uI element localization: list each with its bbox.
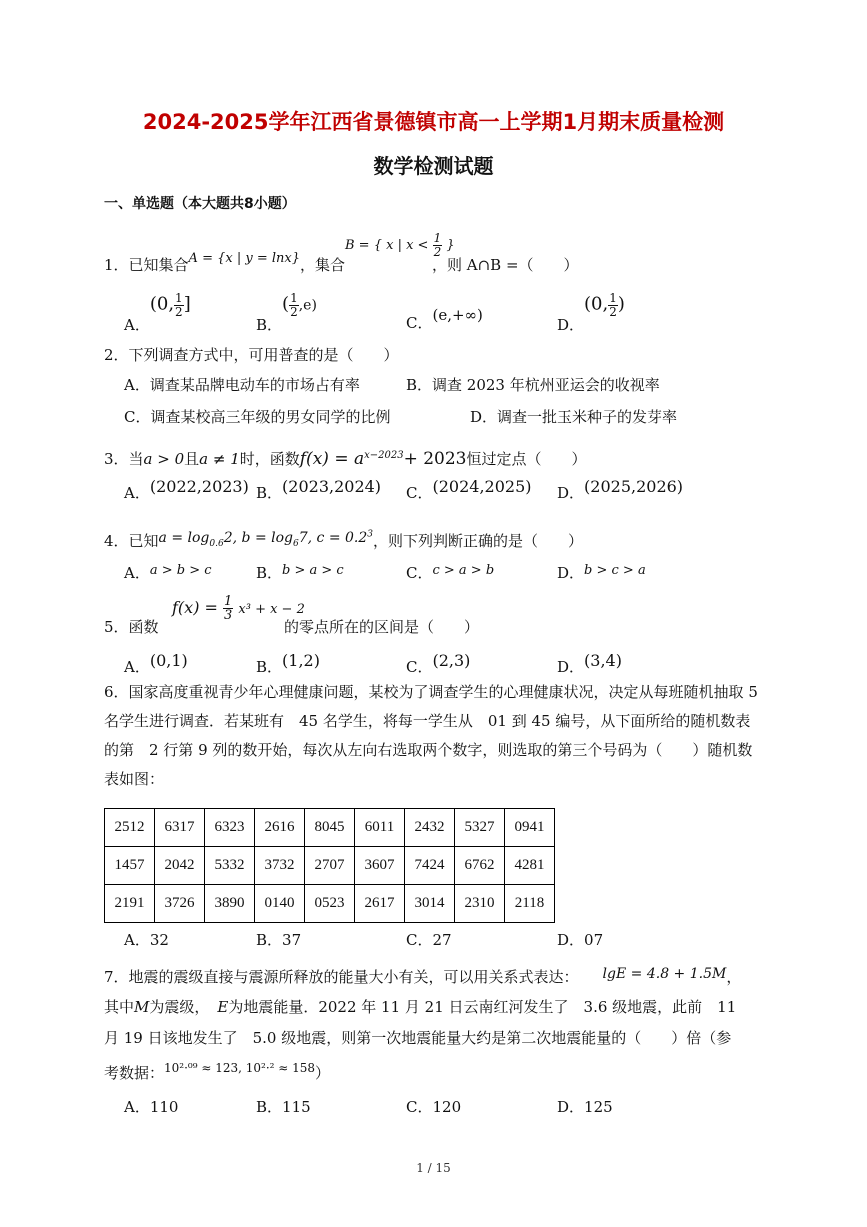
- table-row: [105, 847, 555, 885]
- table-cell: 3607: [355, 847, 405, 885]
- table-cell: 5332: [205, 847, 255, 885]
- question-7-line-1: 7．地震的震级直接与震源所释放的能量大小有关，可以用关系式表达： lgE = 4.8 + 1.5M，: [104, 966, 742, 986]
- table-cell: 6317: [155, 809, 205, 847]
- question-3-option-d: D．(2025,2026): [557, 477, 684, 502]
- question-7-option-d: D．125: [557, 1098, 613, 1116]
- table-cell: 3014: [405, 885, 455, 923]
- question-1-option-d: D．(0, $\frac{1}{2}$ ): [557, 291, 625, 334]
- table-cell: 4281: [505, 847, 555, 885]
- table-cell: 2616: [255, 809, 305, 847]
- table-cell: 8045: [305, 809, 355, 847]
- question-5-option-b: B．(1,2): [256, 651, 320, 676]
- section-heading: 一、单选题（本大题共8小题）: [104, 196, 296, 212]
- table-cell: 6762: [455, 847, 505, 885]
- question-5-function: f(x) = $\frac{1}{3}$ x³ + x − 2: [172, 594, 305, 623]
- question-2-stem: 2．下列调查方式中，可用普查的是（ ）: [104, 346, 399, 364]
- document-subtitle: 数学检测试题: [373, 154, 494, 178]
- question-2-option-c: C．调查某校高三年级的男女同学的比例: [124, 408, 391, 426]
- table-cell: 1457: [105, 847, 155, 885]
- table-cell: 2118: [505, 885, 555, 923]
- table-cell: 0523: [305, 885, 355, 923]
- question-6-option-c: C．27: [406, 931, 452, 949]
- question-7-option-a: A．110: [124, 1098, 179, 1116]
- question-7-line-3: 月 19 日该地发生了 5.0 级地震，则第一次地震能量大约是第二次地震能量的（ ）倍（参: [104, 1029, 732, 1047]
- question-4-option-d: D．b > c > a: [557, 563, 646, 582]
- question-5-tail: 的零点所在的区间是（ ）: [284, 618, 480, 636]
- question-6-option-b: B．37: [256, 931, 302, 949]
- question-2-option-d: D．调查一批玉米种子的发芽率: [470, 408, 678, 426]
- question-1-stem: 1．已知集合A = {x | y = lnx}，集合: [104, 251, 345, 274]
- question-2-option-a: A．调查某品牌电动车的市场占有率: [124, 376, 360, 394]
- question-4-stem: 4．已知$a = \log_{0.6}2$, $b = \log_67$, $c = 0.2^3$，则下列判断正确的是（ ）: [104, 529, 584, 550]
- table-cell: 2191: [105, 885, 155, 923]
- random-number-table: [104, 808, 555, 923]
- question-3-option-a: A．(2022,2023): [124, 477, 249, 502]
- question-4-option-c: C．c > a > b: [406, 563, 495, 582]
- question-1-setB: B = { x | x < $\frac{1}{2}$ }: [345, 231, 455, 259]
- document-title: 2024-2025学年江西省景德镇市高一上学期1月期末质量检测: [142, 110, 725, 134]
- table-cell: 3726: [155, 885, 205, 923]
- table-cell: 2617: [355, 885, 405, 923]
- question-6-option-a: A．32: [124, 931, 169, 949]
- table-cell: 2707: [305, 847, 355, 885]
- question-6-stem: 6．国家高度重视青少年心理健康问题，某校为了调查学生的心理健康状况，决定从每班随机抽取 5 名学生进行调查．若某班有 45 名学生，将每一学生从 01 到 45 编号，从下面所给的随机数表的第 2 行第 9 列的数开始，每次从左向右选取两个数字，则选取的第三个号码为（ ）随机数表如图：: [104, 683, 758, 788]
- table-cell: 6011: [355, 809, 405, 847]
- question-3-option-c: C．(2024,2025): [406, 477, 532, 502]
- question-5-option-d: D．(3,4): [557, 651, 622, 676]
- question-1-option-b: B．( $\frac{1}{2}$ ,e): [256, 291, 317, 334]
- question-1-option-a: A．(0, $\frac{1}{2}$ ]: [124, 291, 191, 334]
- table-cell: 3890: [205, 885, 255, 923]
- question-5-option-a: A．(0,1): [124, 651, 188, 676]
- table-cell: 2042: [155, 847, 205, 885]
- question-7-option-b: B．115: [256, 1098, 311, 1116]
- question-4-option-a: A．a > b > c: [124, 563, 212, 582]
- question-6-option-d: D．07: [557, 931, 604, 949]
- question-7-option-c: C．120: [406, 1098, 462, 1116]
- table-cell: 2512: [105, 809, 155, 847]
- question-5-option-c: C．(2,3): [406, 651, 471, 676]
- table-cell: 2432: [405, 809, 455, 847]
- question-5-stem: 5．函数: [104, 618, 159, 636]
- page-number: 1 / 15: [416, 1161, 451, 1175]
- table-cell: 7424: [405, 847, 455, 885]
- question-7-line-2: 其中M为震级， E为地震能量．2022 年 11 月 21 日云南红河发生了 3.6 级地震，此前 11: [104, 998, 737, 1016]
- question-3-stem: 3．当a > 0且a ≠ 1时，函数$f(x) = a^{x-2023}+ 2023$恒过定点（ ）: [104, 449, 587, 469]
- table-cell: 5327: [455, 809, 505, 847]
- table-cell: 3732: [255, 847, 305, 885]
- question-1-tail: ，则 A∩B =（ ）: [432, 256, 579, 274]
- table-cell: 0140: [255, 885, 305, 923]
- question-4-option-b: B．b > a > c: [256, 563, 344, 582]
- table-row: [105, 809, 555, 847]
- table-cell: 0941: [505, 809, 555, 847]
- question-7-line-4: 考数据：$^{10^2\cdot^{09} \approx 123, 10^2\cdot^2 \approx 158}$）: [104, 1061, 331, 1082]
- table-cell: 6323: [205, 809, 255, 847]
- table-cell: 2310: [455, 885, 505, 923]
- question-3-option-b: B．(2023,2024): [256, 477, 382, 502]
- question-1-option-c: C．(e,+∞): [406, 306, 483, 332]
- table-row: [105, 885, 555, 923]
- question-2-option-b: B．调查 2023 年杭州亚运会的收视率: [406, 376, 660, 394]
